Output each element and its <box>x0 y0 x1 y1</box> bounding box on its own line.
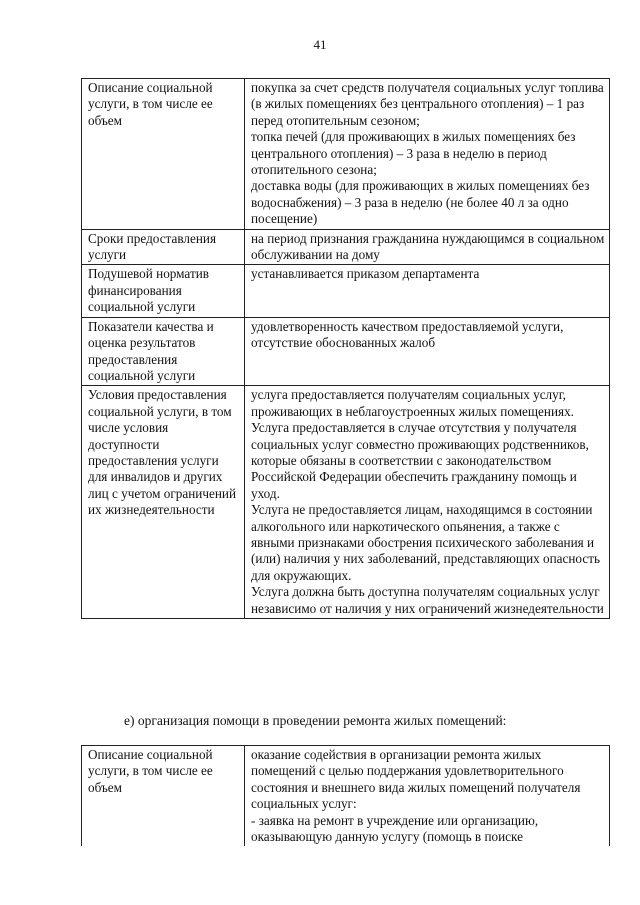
row-label: Описание социальной услуги, в том числе ее объем <box>82 79 245 230</box>
value-paragraph: Услуга должна быть доступна получателям социальных услуг независимо от наличия у них ограничений жизнедеятельности <box>251 584 604 616</box>
row-value <box>245 265 610 317</box>
value-paragraph: Услуга предоставляется в случае отсутствия у получателя социальных услуг совместно проживающих родственников, которые обязаны в соответствии с законодательством Российской Федерации обеспечить гражданину помощь и уход. <box>251 420 589 501</box>
table-row <box>82 386 610 619</box>
row-value <box>245 317 610 386</box>
row-label: Показатели качества и оценка результатов предоставления социальной услуги <box>82 317 245 386</box>
row-value <box>245 229 610 265</box>
table-row <box>82 317 610 386</box>
value-paragraph: устанавливается приказом департамента <box>251 266 480 282</box>
table-row <box>82 265 610 317</box>
value-paragraph: услуга предоставляется получателям социальных услуг, проживающих в неблагоустроенных жилых помещениях. <box>251 387 574 419</box>
row-value <box>245 79 610 230</box>
row-label: Сроки предоставления услуги <box>82 229 245 265</box>
row-label: Условия предоставления социальной услуги, в том числе условия доступности предоставления услуги для инвалидов и других лиц с учетом ограничений их жизнедеятельности <box>82 386 245 619</box>
section-caption: е) организация помощи в проведении ремонта жилых помещений: <box>124 713 507 728</box>
value-paragraph: оказание содействия в организации ремонта жилых помещений с целью поддержания удовлетворительного состояния и внешнего вида жилых помещений получателя социальных услуг: <box>251 747 581 812</box>
value-paragraph: покупка за счет средств получателя социальных услуг топлива (в жилых помещениях без центрального отопления) – 1 раз перед отопительным сезоном; <box>251 80 604 128</box>
value-paragraph: удовлетворенность качеством предоставляемой услуги, отсутствие обоснованных жалоб <box>251 318 564 351</box>
table-row <box>82 746 610 847</box>
value-paragraph: - заявка на ремонт в учреждение или организацию, оказывающую данную услугу (помощь в поиске <box>251 812 539 845</box>
services-table <box>81 78 610 619</box>
page-number: 41 <box>313 37 327 52</box>
table-row <box>82 79 610 230</box>
value-paragraph: на период признания гражданина нуждающимся в социальном обслуживании на дому <box>251 230 605 263</box>
value-paragraph: Услуга не предоставляется лицам, находящимся в состоянии алкогольного или наркотического опьянения, а также с явными признаками обострения психического заболевания и (или) наличия у них заболеваний, представляющих опасность для окружающих. <box>251 502 600 583</box>
value-paragraph: доставка воды (для проживающих в жилых помещениях без водоснабжения) – 3 раза в неделю (не более 40 л за одно посещение) <box>251 178 590 227</box>
services-table-2 <box>81 745 610 846</box>
row-value <box>245 386 610 619</box>
value-paragraph: топка печей (для проживающих в жилых помещениях без центрального отопления) – 3 раза в неделю в период отопительного сезона; <box>251 129 576 178</box>
row-label: Описание социальной услуги, в том числе ее объем <box>82 746 245 847</box>
table-row <box>82 229 610 265</box>
row-value <box>245 746 610 847</box>
row-label: Подушевой норматив финансирования социальной услуги <box>82 265 245 317</box>
